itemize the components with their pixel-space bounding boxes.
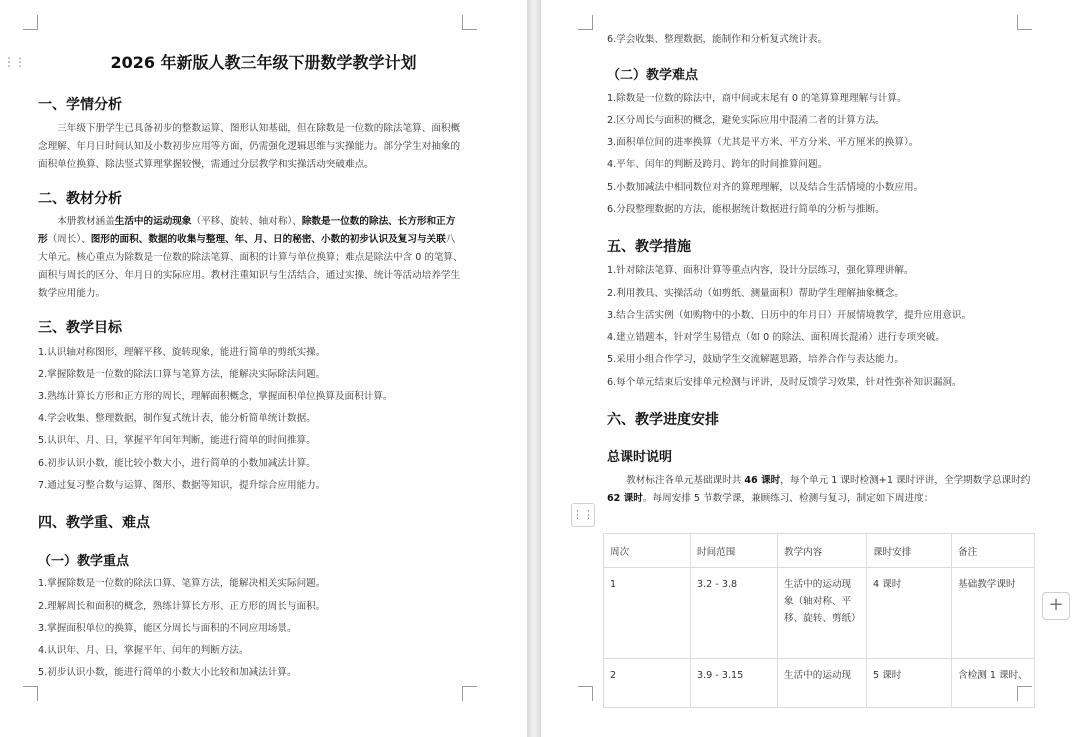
drag-handle-icon[interactable]: ⋮⋮ bbox=[571, 503, 595, 527]
drag-handle-icon[interactable]: ⋮⋮ bbox=[3, 55, 25, 69]
margin-corner-mark bbox=[462, 15, 477, 30]
margin-corner-mark bbox=[1017, 15, 1032, 30]
document-page-left bbox=[0, 0, 527, 737]
table-header-row bbox=[604, 534, 1035, 568]
list-item: 2.区分周长与面积的概念，避免实际应用中混淆二者的计算方法。 bbox=[607, 115, 885, 126]
schedule-table bbox=[603, 533, 1035, 708]
subheading-key-points: （一）教学重点 bbox=[38, 554, 130, 569]
table-cell: 生活中的运动现象（轴对称、平移、旋转、剪纸） bbox=[778, 568, 867, 659]
margin-corner-mark bbox=[462, 686, 477, 701]
table-cell: 4 课时 bbox=[867, 568, 952, 659]
list-item: 3.结合生活实例（如购物中的小数、日历中的年月日）开展情境教学，提升应用意识。 bbox=[607, 310, 972, 321]
page-gutter bbox=[527, 0, 541, 737]
list-item: 2.利用教具、实操活动（如剪纸、测量面积）帮助学生理解抽象概念。 bbox=[607, 288, 904, 299]
list-item: 4.学会收集、整理数据，制作复式统计表，能分析简单统计数据。 bbox=[38, 413, 316, 424]
list-item: 6.每个单元结束后安排单元检测与评讲，及时反馈学习效果，针对性弥补知识漏洞。 bbox=[607, 377, 962, 388]
list-item: 4.建立错题本，针对学生易错点（如 0 的除法、面积周长混淆）进行专项突破。 bbox=[607, 332, 945, 343]
list-item: 5.认识年、月、日，掌握平年闰年判断，能进行简单的时间推算。 bbox=[38, 435, 316, 446]
table-cell: 3.2 - 3.8 bbox=[691, 568, 778, 659]
section-heading-schedule: 六、教学进度安排 bbox=[607, 412, 719, 428]
table-cell: 3.9 - 3.15 bbox=[691, 659, 778, 708]
table-header-cell: 教学内容 bbox=[778, 534, 867, 568]
section-heading-textbook-analysis: 二、教材分析 bbox=[38, 191, 122, 207]
total-hours-paragraph: 教材标注各单元基础课时共 46 课时，每个单元 1 课时检测+1 课时评讲，全学期数学总课时约 62 课时。每周安排 5 节数学课，兼顾练习、检测与复习，制定如下周进度： bbox=[607, 475, 1031, 504]
section-heading-teaching-goals: 三、教学目标 bbox=[38, 320, 122, 336]
list-item: 3.面积单位间的进率换算（尤其是平方米、平方分米、平方厘米的换算）。 bbox=[607, 137, 919, 148]
section-heading-learning-analysis: 一、学情分析 bbox=[38, 97, 122, 113]
list-item: 2.掌握除数是一位数的除法口算与笔算方法，能解决实际除法问题。 bbox=[38, 369, 326, 380]
margin-corner-mark bbox=[578, 15, 593, 30]
table-header-cell: 课时安排 bbox=[867, 534, 952, 568]
margin-corner-mark bbox=[23, 686, 38, 701]
section-heading-key-points: 四、教学重、难点 bbox=[38, 515, 150, 531]
learning-analysis-paragraph: 三年级下册学生已具备初步的整数运算、图形认知基础，但在除数是一位数的除法笔算、面积概念理解、年月日时间认知及小数初步应用等方面，仍需强化逻辑思维与实操能力。部分学生对抽象的面积单位换算、除法竖式算理掌握较慢，需通过分层教学和实操活动突破难点。 bbox=[38, 123, 461, 170]
plus-icon: + bbox=[1048, 594, 1064, 615]
list-item: 3.熟练计算长方形和正方形的周长，理解面积概念，掌握面积单位换算及面积计算。 bbox=[38, 391, 393, 402]
add-block-button[interactable] bbox=[1042, 592, 1070, 620]
table-header-cell: 时间范围 bbox=[691, 534, 778, 568]
table-cell: 1 bbox=[604, 568, 691, 659]
table-header-cell: 周次 bbox=[604, 534, 691, 568]
textbook-analysis-paragraph: 本册教材涵盖生活中的运动现象（平移、旋转、轴对称）、除数是一位数的除法、长方形和正方形（周长）、图形的面积、数据的收集与整理、年、月、日的秘密、小数的初步认识及复习与关联八大单元。核心重点为除数是一位数的除法笔算、面积的计算与单位换算；难点是除法中含 0 的笔算、面积与周长的区分、年月日的实际应用。教材注重知识与生活结合，通过实操、统计等活动培养学生数学应用能力。 bbox=[38, 216, 463, 299]
list-item: 5.小数加减法中相同数位对齐的算理理解，以及结合生活情境的小数应用。 bbox=[607, 182, 924, 193]
list-item: 1.除数是一位数的除法中，商中间或末尾有 0 的笔算算理理解与计算。 bbox=[607, 93, 907, 104]
table-cell: 含检测 1 课时、 bbox=[952, 659, 1035, 708]
list-item: 1.掌握除数是一位数的除法口算、笔算方法，能解决相关实际问题。 bbox=[38, 578, 326, 589]
list-item: 1.针对除法笔算、面积计算等重点内容，设计分层练习，强化算理讲解。 bbox=[607, 265, 914, 276]
table-row bbox=[604, 568, 1035, 659]
table-cell: 基础教学课时 bbox=[952, 568, 1035, 659]
table-header-cell: 备注 bbox=[952, 534, 1035, 568]
document-title: 2026 年新版人教三年级下册数学教学计划 bbox=[110, 53, 417, 72]
list-item: 6.初步认识小数，能比较小数大小，进行简单的小数加减法计算。 bbox=[38, 458, 316, 469]
list-item: 2.理解周长和面积的概念，熟练计算长方形、正方形的周长与面积。 bbox=[38, 601, 326, 612]
table-cell: 生活中的运动现 bbox=[778, 659, 867, 708]
section-heading-teaching-measures: 五、教学措施 bbox=[607, 239, 691, 255]
table-row bbox=[604, 659, 1035, 708]
subheading-total-hours: 总课时说明 bbox=[607, 450, 673, 465]
table-cell: 5 课时 bbox=[867, 659, 952, 708]
margin-corner-mark bbox=[23, 15, 38, 30]
subheading-difficulties: （二）教学难点 bbox=[607, 68, 699, 83]
list-item: 6.学会收集、整理数据，能制作和分析复式统计表。 bbox=[607, 34, 828, 45]
list-item: 4.认识年、月、日，掌握平年、闰年的判断方法。 bbox=[38, 645, 249, 656]
margin-corner-mark bbox=[578, 686, 593, 701]
list-item: 5.采用小组合作学习，鼓励学生交流解题思路，培养合作与表达能力。 bbox=[607, 354, 904, 365]
list-item: 3.掌握面积单位的换算，能区分周长与面积的不同应用场景。 bbox=[38, 623, 297, 634]
table-cell: 2 bbox=[604, 659, 691, 708]
list-item: 1.认识轴对称图形，理解平移、旋转现象，能进行简单的剪纸实操。 bbox=[38, 347, 326, 358]
list-item: 4.平年、闰年的判断及跨月、跨年的时间推算问题。 bbox=[607, 159, 828, 170]
list-item: 7.通过复习整合数与运算、图形、数据等知识，提升综合应用能力。 bbox=[38, 480, 326, 491]
list-item: 6.分段整理数据的方法，能根据统计数据进行简单的分析与推断。 bbox=[607, 204, 885, 215]
list-item: 5.初步认识小数，能进行简单的小数大小比较和加减法计算。 bbox=[38, 667, 297, 678]
